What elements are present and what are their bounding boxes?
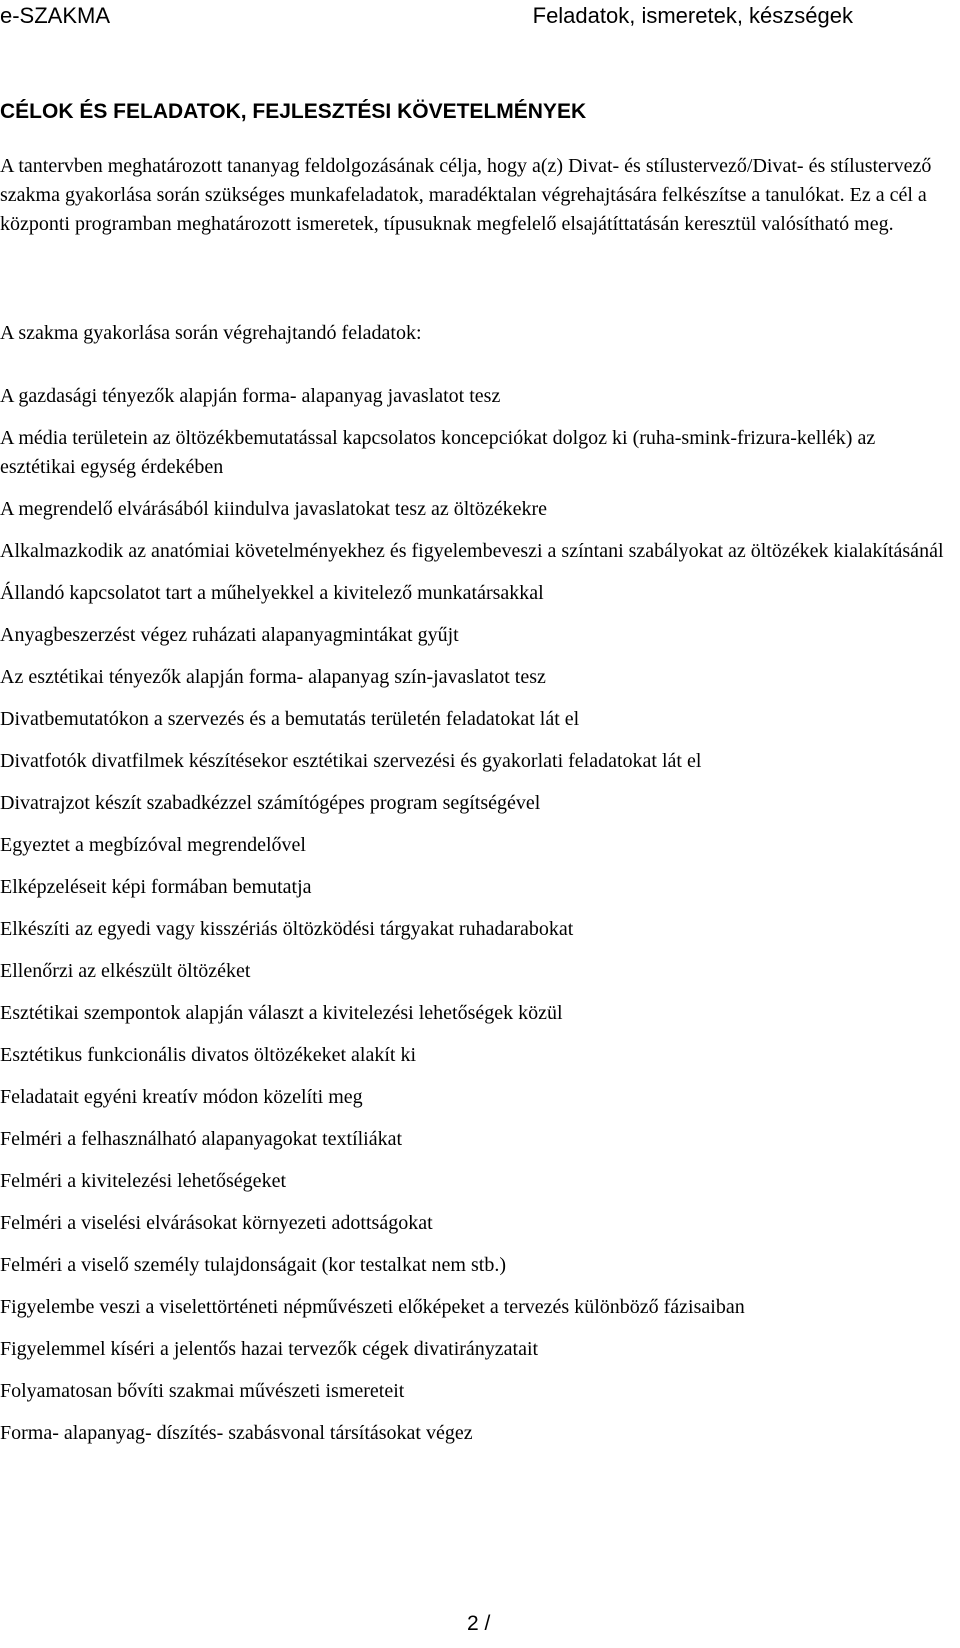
task-item: Esztétikus funkcionális divatos öltözékeket alakít ki xyxy=(0,1044,417,1066)
task-item: Divatbemutatókon a szervezés és a bemutatás területén feladatokat lát el xyxy=(0,708,580,730)
task-item: Esztétikai szempontok alapján választ a kivitelezési lehetőségek közül xyxy=(0,1002,563,1024)
task-item: Anyagbeszerzést végez ruházati alapanyagmintákat gyűjt xyxy=(0,624,459,646)
task-item: Felméri a viselési elvárásokat környezeti adottságokat xyxy=(0,1212,433,1234)
task-item: Ellenőrzi az elkészült öltözéket xyxy=(0,960,251,982)
task-item: Felméri a kivitelezési lehetőségeket xyxy=(0,1170,286,1192)
task-item: A gazdasági tényezők alapján forma- alapanyag javaslatot tesz xyxy=(0,385,501,407)
task-item: Divatfotók divatfilmek készítésekor esztétikai szervezési és gyakorlati feladatokat lát el xyxy=(0,750,702,772)
tasks-lead: A szakma gyakorlása során végrehajtandó feladatok: xyxy=(0,322,422,344)
intro-paragraph: A tantervben meghatározott tananyag feldolgozásának célja, hogy a(z) Divat- és stílustervező/Divat- és stílustervező szakma gyakorlása során szükséges munkafeladatok, maradéktalan végrehajtására felkészítse a tanulókat. Ez a cél a központi programban meghatározott ismeretek, típusuknak megfelelő elsajátíttatásán keresztül valósítható meg. xyxy=(0,155,932,235)
task-item: Egyeztet a megbízóval megrendelővel xyxy=(0,834,306,856)
page-number: 2 / xyxy=(467,1612,491,1635)
task-item: Az esztétikai tényezők alapján forma- alapanyag szín-javaslatot tesz xyxy=(0,666,546,688)
task-item: Állandó kapcsolatot tart a műhelyekkel a kivitelező munkatársakkal xyxy=(0,582,544,604)
task-item: Figyelemmel kíséri a jelentős hazai tervezők cégek divatirányzatait xyxy=(0,1338,539,1360)
section-title: CÉLOK ÉS FELADATOK, FEJLESZTÉSI KÖVETELMÉNYEK xyxy=(0,100,587,123)
task-item: A média területein az öltözékbemutatással kapcsolatos koncepciókat dolgoz ki (ruha-smink-frizura-kellék) az esztétikai egység érdekében xyxy=(0,427,876,478)
task-item: Figyelembe veszi a viselettörténeti népművészeti előképeket a tervezés különböző fázisaiban xyxy=(0,1296,745,1318)
task-item: Elkészíti az egyedi vagy kisszériás öltözködési tárgyakat ruhadarabokat xyxy=(0,918,574,940)
task-item: A megrendelő elvárásából kiindulva javaslatokat tesz az öltözékekre xyxy=(0,498,548,520)
task-item: Felméri a felhasználható alapanyagokat textíliákat xyxy=(0,1128,403,1150)
task-item: Elképzeléseit képi formában bemutatja xyxy=(0,876,312,898)
task-item: Feladatait egyéni kreatív módon közelíti meg xyxy=(0,1086,363,1108)
task-item: Felméri a viselő személy tulajdonságait (kor testalkat nem stb.) xyxy=(0,1254,506,1276)
task-item: Folyamatosan bővíti szakmai művészeti ismereteit xyxy=(0,1380,405,1402)
task-item: Alkalmazkodik az anatómiai követelményekhez és figyelembeveszi a színtani szabályokat az öltözékek kialakításánál xyxy=(0,540,944,562)
task-item: Forma- alapanyag- díszítés- szabásvonal társításokat végez xyxy=(0,1422,473,1444)
page-header xyxy=(0,2,960,30)
header-chapter-title: Feladatok, ismeretek, készségek xyxy=(532,3,853,28)
task-list xyxy=(0,382,945,1461)
header-brand: e-SZAKMA xyxy=(0,3,111,28)
task-item: Divatrajzot készít szabadkézzel számítógépes program segítségével xyxy=(0,792,541,814)
